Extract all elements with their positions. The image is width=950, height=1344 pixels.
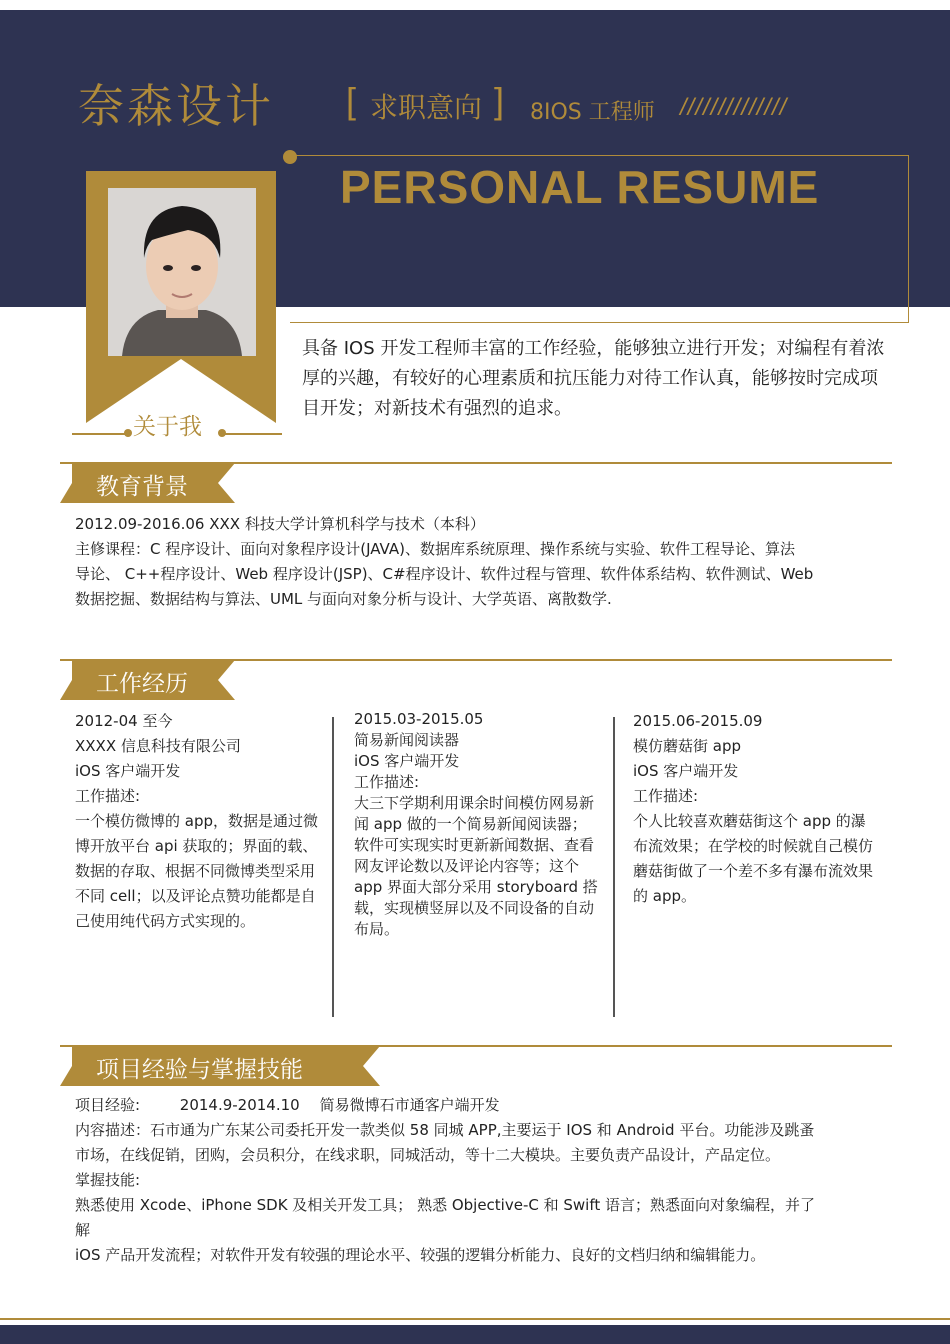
work-role: iOS 客户端开发	[75, 762, 181, 780]
about-text: 具备 IOS 开发工程师丰富的工作经验，能够独立进行开发；对编程有着浓厚的兴趣，有较好的心理素质和抗压能力对待工作认真，能够按时完成项目开发；对新技术有强烈的追求。	[302, 338, 885, 419]
skills-label: 掌握技能:	[75, 1171, 141, 1189]
education-title: 教育背景	[96, 474, 188, 500]
work-company: XXXX 信息科技有限公司	[75, 737, 241, 755]
work-column-divider	[613, 717, 615, 1017]
project-content-line: 内容描述：石市通为广东某公司委托开发一款类似 58 同城 APP,主要运于 IOS 和 Android 平台。功能涉及跳蚤	[75, 1121, 815, 1139]
bracket-close: ]	[494, 80, 505, 121]
education-line: 主修课程：C 程序设计、面向对象程序设计(JAVA)、数据库系统原理、操作系统与实验、软件工程导论、算法	[75, 540, 795, 558]
project-date: 2014.9-2014.10	[179, 1096, 300, 1114]
work-desc-label: 工作描述:	[354, 773, 420, 791]
work-desc-label: 工作描述:	[633, 787, 699, 805]
bracket-open: [	[346, 80, 357, 121]
education-line: 2012.09-2016.06 XXX 科技大学计算机科学与技术（本科）	[75, 515, 485, 533]
job-title: 8IOS 工程师	[530, 100, 655, 125]
footer-band	[0, 1325, 950, 1344]
work-company: 简易新闻阅读器	[354, 731, 460, 749]
skills-line: 熟悉使用 Xcode、iPhone SDK 及相关开发工具； 熟悉 Objective-C 和 Swift 语言；熟悉面向对象编程，并了	[75, 1196, 816, 1214]
about-dot-left	[124, 429, 132, 437]
frame-dot	[283, 150, 297, 164]
skills-line: iOS 产品开发流程；对软件开发有较强的理论水平、较强的逻辑分析能力、良好的文档归纳和编辑能力。	[75, 1246, 766, 1264]
work-role: iOS 客户端开发	[633, 762, 739, 780]
skills-line: 解	[75, 1221, 91, 1239]
project-header	[75, 1093, 885, 1118]
projects-body	[75, 1093, 885, 1268]
profile-photo	[108, 188, 256, 356]
project-content-line: 市场，在线促销，团购，会员积分，在线求职，同城活动，等十二大模块。主要负责产品设计，产品定位。	[75, 1146, 781, 1164]
work-date: 2012-04 至今	[75, 712, 173, 730]
objective-label: 求职意向	[370, 91, 483, 124]
slash-decoration: //////////////	[680, 94, 788, 121]
candidate-name: 奈森设计	[78, 79, 274, 133]
work-entry	[75, 709, 319, 934]
work-entry	[633, 709, 877, 909]
about-underline-right	[222, 433, 282, 435]
work-role: iOS 客户端开发	[354, 752, 460, 770]
work-desc: 一个模仿微博的 app，数据是通过微博开放平台 api 获取的；界面的载、数据的存取、根据不同微博类型采用不同 cell；以及评论点赞功能都是自己使用纯代码方式实现的。	[75, 812, 319, 930]
project-label: 项目经验:	[75, 1096, 141, 1114]
project-name: 简易微博石市通客户端开发	[319, 1096, 500, 1114]
work-title: 工作经历	[96, 671, 188, 697]
work-entry	[354, 709, 600, 940]
work-desc-label: 工作描述:	[75, 787, 141, 805]
work-date: 2015.06-2015.09	[633, 712, 763, 730]
education-line: 数据挖掘、数据结构与算法、UML 与面向对象分析与设计、大学英语、离散数学.	[75, 590, 612, 608]
about-label: 关于我	[133, 414, 202, 440]
work-desc: 大三下学期利用课余时间模仿网易新闻 app 做的一个简易新闻阅读器；软件可实现实时更新新闻数据、查看网友评论数以及评论内容等；这个 app 界面大部分采用 storyboard 搭载，实现横竖屏以及不同设备的自动布局。	[354, 794, 598, 938]
work-company: 模仿蘑菇街 app	[633, 737, 742, 755]
footer-line	[0, 1318, 950, 1320]
about-underline-left	[72, 433, 128, 435]
work-desc: 个人比较喜欢蘑菇街这个 app 的瀑布流效果；在学校的时候就自己模仿蘑菇街做了一个差不多有瀑布流效果的 app。	[633, 812, 874, 905]
person-icon	[108, 188, 256, 356]
work-column-divider	[332, 717, 334, 1017]
education-body	[75, 512, 885, 612]
projects-title: 项目经验与掌握技能	[96, 1057, 303, 1083]
work-date: 2015.03-2015.05	[354, 710, 484, 728]
resume-title: PERSONAL RESUME	[340, 161, 820, 213]
education-line: 导论、 C++程序设计、Web 程序设计(JSP)、C#程序设计、软件过程与管理、软件体系结构、软件测试、Web	[75, 565, 814, 583]
